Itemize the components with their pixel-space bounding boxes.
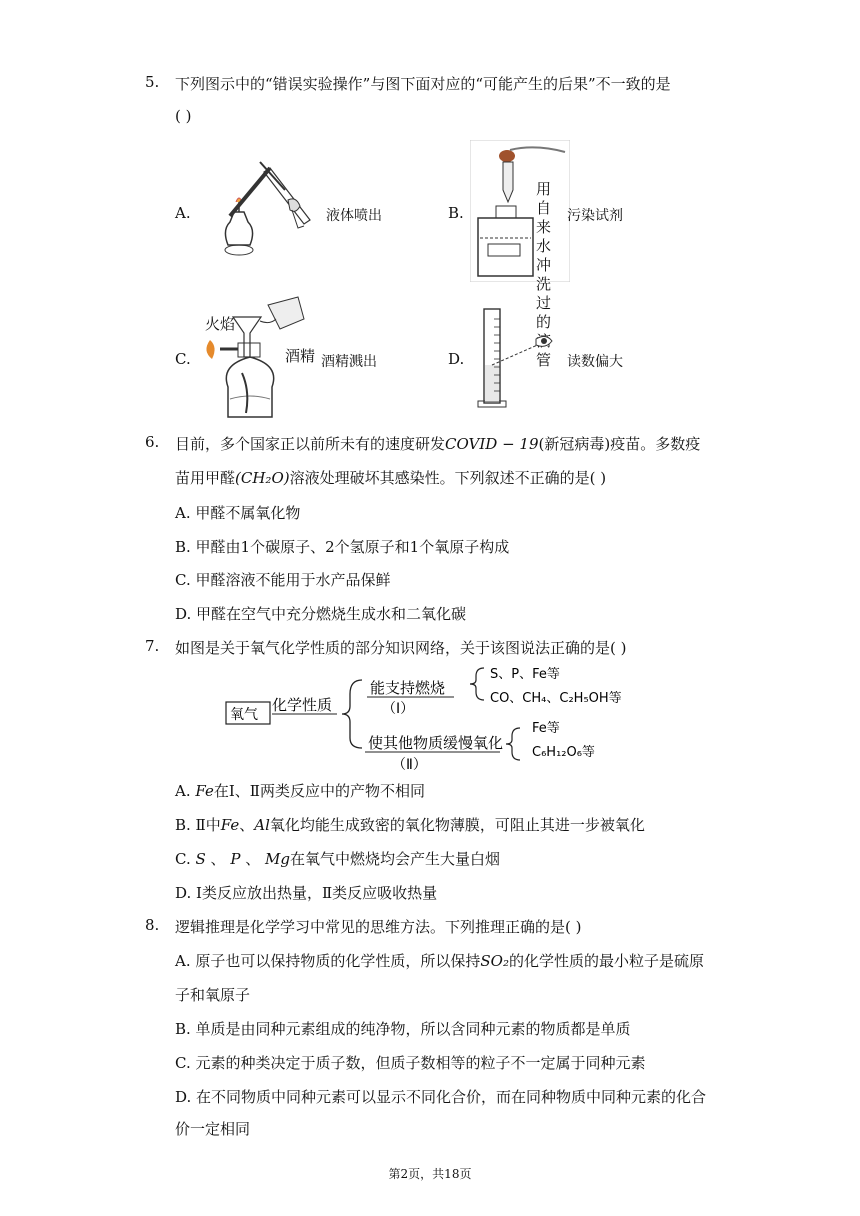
q5-option-b-figure-text: 用自来水冲洗过的 管 <box>536 180 552 369</box>
page-footer: 第2页，共18页 <box>388 1167 472 1181</box>
diagram-cat1-tag: （Ⅰ） <box>382 701 415 717</box>
q7-option-b-symbol-fe: Fe <box>220 816 240 834</box>
oxygen-properties-diagram <box>222 662 642 772</box>
q6-stem-line1-b: (新冠病毒)疫苗。多数疫 <box>538 435 701 453</box>
q6-formula-ch2o: (CH₂O) <box>235 469 290 487</box>
q7-option-a <box>175 780 425 801</box>
q8-formula-so2: SO₂ <box>480 952 509 970</box>
diagram-cat1-item2: CO、CH₄、C₂H₅OH等 <box>490 691 622 706</box>
q6-stem-line2 <box>175 467 606 488</box>
q8-option-d-line1: D. 在不同物质中同种元素可以显示不同化合价，而在同种物质中同种元素的化合 <box>175 1088 707 1106</box>
diagram-cat2-item1: Fe等 <box>532 721 560 736</box>
q6-formula-covid: COVID − 19 <box>445 435 539 453</box>
q7-option-a-text: 在Ⅰ、Ⅱ两类反应中的产物不相同 <box>213 782 425 800</box>
q8-option-c: C. 元素的种类决定于质子数，但质子数相等的粒子不一定属于同种元素 <box>175 1054 646 1072</box>
q8-number: 8. <box>145 916 160 934</box>
q7-stem: 如图是关于氧气化学性质的部分知识网络，关于该图说法正确的是( ) <box>175 639 627 657</box>
diagram-cat2-item2: C₆H₁₂O₆等 <box>532 745 595 760</box>
q6-option-a: A. 甲醛不属氧化物 <box>175 504 301 522</box>
q6-option-d: D. 甲醛在空气中充分燃烧生成水和二氧化碳 <box>175 605 467 623</box>
diagram-cat1-brace <box>470 668 484 700</box>
q7-option-b-text: 氧化均能生成致密的氧化物薄膜，可阻止其进一步被氧化 <box>269 816 645 834</box>
q8-option-a-post: 的化学性质的最小粒子是硫原 <box>508 952 704 970</box>
q6-stem-line2-a: 苗用甲醛 <box>175 469 236 487</box>
q5-option-c-letter: C. <box>175 350 191 368</box>
q5-option-c-caption: 酒精溅出 <box>321 354 377 370</box>
q6-option-b: B. 甲醛由1个碳原子、2个氢原子和1个氧原子构成 <box>175 538 510 556</box>
q5-option-a-letter: A. <box>175 204 191 222</box>
q5-stem: 下列图示中的“错误实验操作”与图下面对应的“可能产生的后果”不一致的是 <box>175 75 671 93</box>
diagram-root: 氧气 <box>230 707 258 723</box>
q7-option-c: C. S 、 P 、 Mg在氧气中燃烧均会产生大量白烟 <box>175 850 500 868</box>
q5-option-a-caption: 液体喷出 <box>326 208 382 224</box>
q8-option-a-line1 <box>175 950 704 971</box>
q5-option-d-caption: 读数偏大 <box>567 354 623 370</box>
q8-option-a-pre: A. 原子也可以保持物质的化学性质，所以保持 <box>175 952 481 970</box>
q7-number: 7. <box>145 637 160 655</box>
q7-option-a-letter: A. <box>175 782 191 800</box>
q7-option-c-letter: C. <box>175 850 191 868</box>
q5-option-c-label-flame: 火焰 <box>205 315 236 333</box>
q5-paren: ( ) <box>175 107 192 125</box>
diagram-main-brace <box>342 680 362 748</box>
q5-option-b-letter: B. <box>448 204 464 222</box>
q7-option-c-symbol-mg: Mg <box>264 850 290 868</box>
q8-stem: 逻辑推理是化学学习中常见的思维方法。下列推理正确的是( ) <box>175 918 582 936</box>
diagram-cat1-item1: S、P、Fe等 <box>490 667 560 682</box>
q6-option-c: C. 甲醛溶液不能用于水产品保鲜 <box>175 571 391 589</box>
q8-option-d-line2: 价一定相同 <box>175 1120 251 1138</box>
diagram-cat2-brace <box>506 728 520 760</box>
q6-stem-line1-a: 目前，多个国家正以前所未有的速度研发 <box>175 435 446 453</box>
q8-option-a-line2: 子和氧原子 <box>175 986 251 1004</box>
q7-option-b-separator: 、 <box>239 816 255 834</box>
diagram-cat2: 使其他物质缓慢氧化 <box>368 734 504 752</box>
q7-option-c-text: 在氧气中燃烧均会产生大量白烟 <box>289 850 500 868</box>
q6-stem-line1 <box>175 433 700 454</box>
q7-option-b-symbol-al: Al <box>254 816 270 834</box>
q5-option-b-caption: 污染试剂 <box>567 208 623 224</box>
q5-number: 5. <box>145 73 160 91</box>
diagram-branch: 化学性质 <box>272 696 333 714</box>
q5-option-d-letter: D. <box>448 350 465 368</box>
q7-option-d: D. Ⅰ类反应放出热量，Ⅱ类反应吸收热量 <box>175 884 438 902</box>
diagram-cat2-tag: （Ⅱ） <box>392 757 427 772</box>
test-tube-heating-figure <box>200 150 320 265</box>
q7-option-b <box>175 814 645 835</box>
q5-option-c-label-alcohol: 酒精 <box>285 347 316 365</box>
q6-stem-line2-b: 溶液处理破坏其感染性。下列叙述不正确的是( ) <box>289 469 607 487</box>
q7-option-c-symbol-s: S <box>195 850 206 868</box>
graduated-cylinder-figure <box>470 305 560 410</box>
q7-option-c-symbol-p: P <box>230 850 241 868</box>
q7-option-b-prefix: B. Ⅱ中 <box>175 816 221 834</box>
q6-number: 6. <box>145 433 160 451</box>
q7-option-a-symbol: Fe <box>195 782 214 800</box>
diagram-cat1: 能支持燃烧 <box>370 679 446 697</box>
q8-option-b: B. 单质是由同种元素组成的纯净物，所以含同种元素的物质都是单质 <box>175 1020 631 1038</box>
